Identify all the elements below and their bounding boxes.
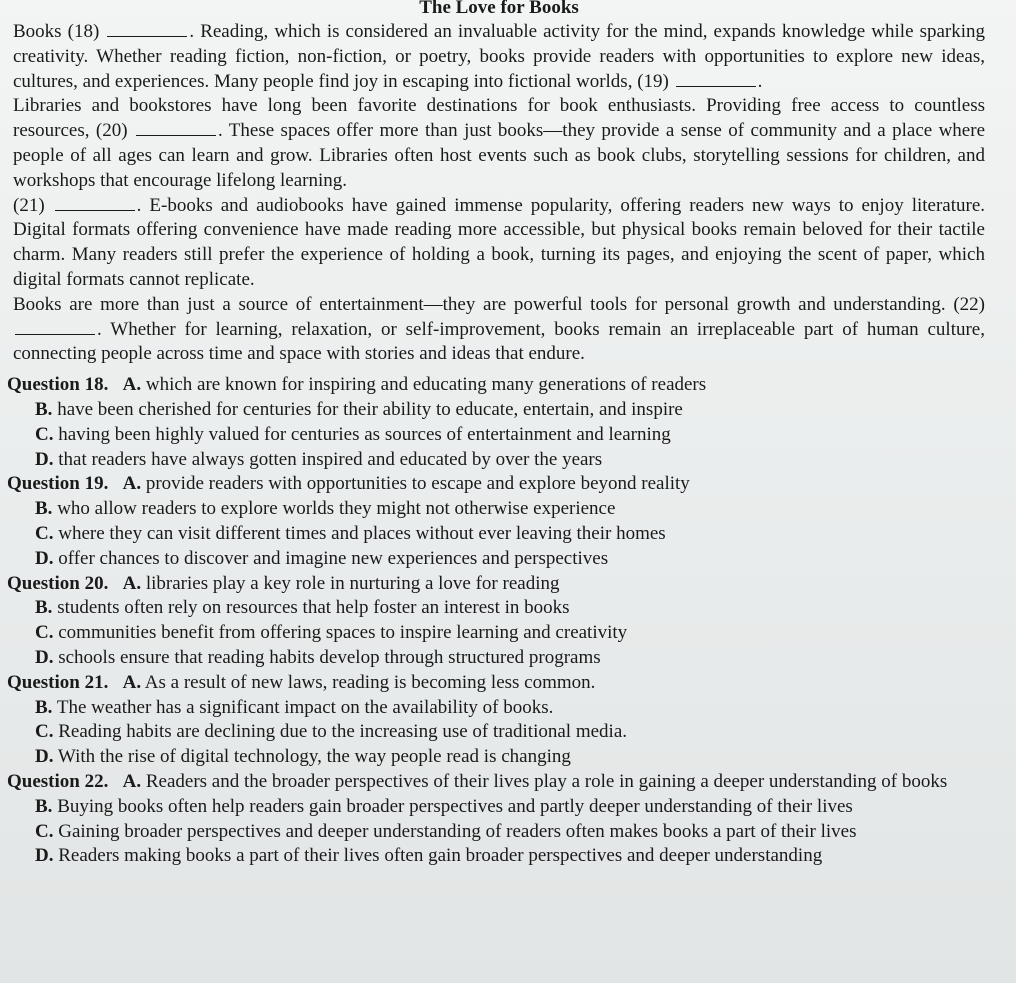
question-21 <box>7 671 985 696</box>
question-22 <box>7 770 985 795</box>
question-label: Question 19. <box>7 473 109 495</box>
option-letter: C. <box>35 423 54 445</box>
option-text: have been cherished for centuries for their ability to educate, entertain, and inspire <box>57 398 683 420</box>
question-20-option-c <box>35 621 985 646</box>
blank-22 <box>15 319 95 335</box>
question-19-option-b <box>35 497 985 522</box>
passage-p4-end: . Whether for learning, relaxation, or self-improvement, books remain an irreplaceable part of human culture, connecting people across time and space with stories and ideas that endure. <box>13 318 985 365</box>
question-21-option-d <box>35 745 985 770</box>
option-letter: B. <box>35 795 53 817</box>
blank-18 <box>107 21 187 37</box>
option-text: Readers making books a part of their lives often gain broader perspectives and deeper understanding <box>58 845 823 867</box>
option-text: students often rely on resources that help foster an interest in books <box>57 597 570 619</box>
option-letter: C. <box>35 820 54 842</box>
question-21-option-c <box>35 720 985 745</box>
question-19-option-d <box>35 547 985 572</box>
option-text: As a result of new laws, reading is becoming less common. <box>144 671 596 693</box>
passage-paragraph-4 <box>13 293 985 367</box>
option-letter: D. <box>35 547 54 569</box>
passage-p2-text: Libraries and bookstores have long been favorite destinations for book enthusiasts. Providing free access to countless resources, (20) <box>13 95 985 142</box>
option-letter: B. <box>35 597 53 619</box>
option-letter: A. <box>122 473 142 495</box>
question-22-option-d <box>35 844 985 869</box>
blank-18-label: Books (18) <box>13 21 100 42</box>
passage-p3-text: . E-books and audiobooks have gained immense popularity, offering readers new ways to enjoy literature. Digital formats offering convenience have made reading more accessible, but physical books remain beloved for their tactile charm. Many readers still prefer the experience of holding a book, turning its pages, and enjoying the scent of paper, which digital formats cannot replicate. <box>13 194 986 290</box>
question-label: Question 21. <box>7 671 109 693</box>
passage-paragraph-2 <box>13 94 985 193</box>
question-label: Question 22. <box>7 770 109 792</box>
option-letter: D. <box>35 746 54 768</box>
option-letter: A. <box>122 671 142 693</box>
option-text: where they can visit different times and places without ever leaving their homes <box>58 522 666 544</box>
question-list <box>7 373 985 869</box>
page-title: The Love for Books <box>419 0 579 18</box>
option-text: Readers and the broader perspectives of their lives play a role in gaining a deeper understanding of books <box>145 770 948 792</box>
question-21-option-b <box>35 696 985 721</box>
question-18-option-b <box>35 398 985 423</box>
option-text: Gaining broader perspectives and deeper understanding of readers often makes books a part of their lives <box>58 820 857 842</box>
option-text: The weather has a significant impact on the availability of books. <box>56 696 554 718</box>
option-letter: B. <box>35 398 53 420</box>
question-18 <box>7 373 985 398</box>
question-20-option-d <box>35 646 985 671</box>
blank-21-label: (21) <box>13 194 45 216</box>
question-label: Question 18. <box>7 374 109 396</box>
option-letter: D. <box>35 646 54 668</box>
option-letter: C. <box>35 522 54 544</box>
option-letter: B. <box>35 696 53 718</box>
question-19-option-c <box>35 522 985 547</box>
question-20 <box>7 572 985 597</box>
passage-paragraph-1 <box>13 20 985 94</box>
blank-19 <box>676 71 756 87</box>
option-text: With the rise of digital technology, the way people read is changing <box>57 746 571 768</box>
option-text: offer chances to discover and imagine new experiences and perspectives <box>58 547 609 569</box>
question-18-option-c <box>35 423 985 448</box>
question-19 <box>7 472 985 497</box>
option-letter: A. <box>122 374 142 396</box>
option-text: having been highly valued for centuries as sources of entertainment and learning <box>58 423 671 445</box>
passage-p4-text: Books are more than just a source of entertainment—they are powerful tools for personal growth and understanding. (22) <box>13 293 985 315</box>
option-letter: C. <box>35 721 54 743</box>
question-18-option-d <box>35 448 985 473</box>
option-text: communities benefit from offering spaces to inspire learning and creativity <box>58 622 628 644</box>
option-letter: A. <box>122 770 142 792</box>
passage-p1-end: . <box>757 70 763 92</box>
option-text: Buying books often help readers gain broader perspectives and partly deeper understanding of their lives <box>57 795 853 817</box>
option-letter: B. <box>35 498 53 520</box>
passage-p1-text: . Reading, which is considered an invaluable activity for the mind, expands knowledge while sparking creativity. Whether reading fiction, non-fiction, or poetry, books provide readers with opportunities to explore new ideas, cultures, and experiences. Many people find joy in escaping into fictional worlds, (19) <box>13 21 986 92</box>
question-22-option-c <box>35 820 985 845</box>
option-letter: D. <box>35 448 54 470</box>
option-text: schools ensure that reading habits develop through structured programs <box>58 646 601 668</box>
option-text: which are known for inspiring and educating many generations of readers <box>145 374 707 396</box>
option-text: Reading habits are declining due to the increasing use of traditional media. <box>58 721 628 743</box>
option-letter: C. <box>35 622 54 644</box>
option-text: provide readers with opportunities to escape and explore beyond reality <box>145 473 690 495</box>
option-text: who allow readers to explore worlds they might not otherwise experience <box>57 498 616 520</box>
question-label: Question 20. <box>7 572 109 594</box>
option-letter: D. <box>35 845 54 867</box>
question-20-option-b <box>35 596 985 621</box>
option-text: libraries play a key role in nurturing a love for reading <box>145 572 560 594</box>
blank-20 <box>136 120 216 136</box>
option-text: that readers have always gotten inspired and educated by over the years <box>58 448 603 470</box>
question-22-option-b <box>35 795 985 820</box>
passage-paragraph-3 <box>13 194 985 293</box>
blank-21 <box>55 195 135 211</box>
option-letter: A. <box>122 572 142 594</box>
worksheet-page <box>7 0 986 869</box>
passage-p2-end: . These spaces offer more than just books—they provide a sense of community and a place where people of all ages can learn and grow. Libraries often host events such as book clubs, storytelling sessions for children, and workshops that encourage lifelong learning. <box>13 120 986 191</box>
